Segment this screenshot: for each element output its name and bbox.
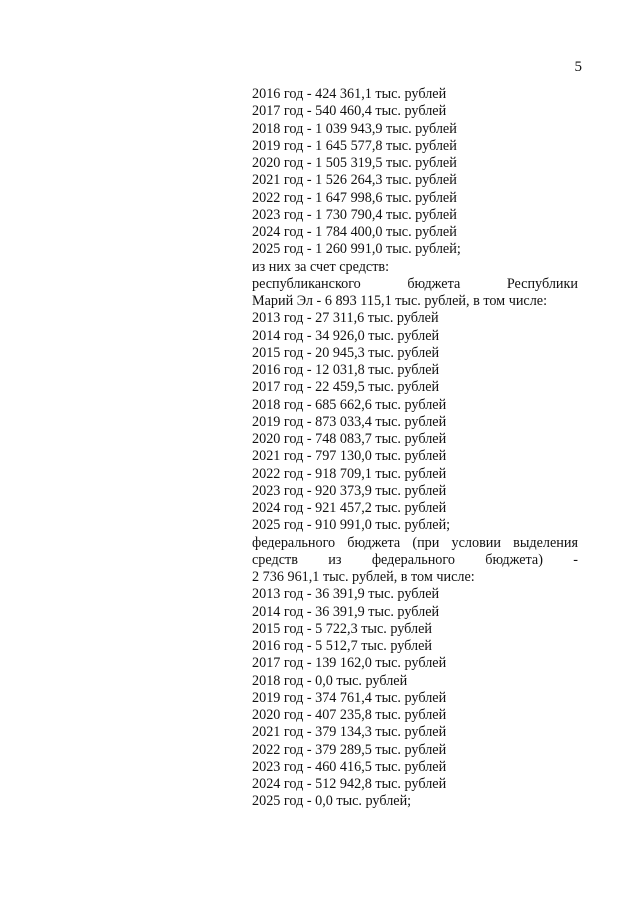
funding-line: 2019 год - 374 761,4 тыс. рублей [252, 689, 447, 706]
funding-line: 2017 год - 540 460,4 тыс. рублей [252, 103, 447, 120]
funding-sources-intro: из них за счет средств: [252, 258, 390, 275]
heading-word: средств [252, 551, 298, 568]
republic-funding-list [252, 310, 578, 534]
funding-line: 2024 год - 1 784 400,0 тыс. рублей [252, 224, 457, 240]
funding-line: 2022 год - 379 289,5 тыс. рублей [252, 741, 447, 758]
funding-line: 2025 год - 910 991,0 тыс. рублей; [252, 517, 451, 534]
heading-word: республиканского [252, 275, 361, 292]
funding-line: 2023 год - 460 416,5 тыс. рублей [252, 758, 447, 775]
funding-line: 2019 год - 873 033,4 тыс. рублей [252, 413, 447, 430]
funding-line: 2016 год - 5 512,7 тыс. рублей [252, 638, 432, 654]
heading-word: федерального [252, 534, 336, 551]
funding-line: 2018 год - 0,0 тыс. рублей [252, 672, 408, 689]
funding-line: 2020 год - 748 083,7 тыс. рублей [252, 431, 447, 447]
funding-line: 2017 год - 139 162,0 тыс. рублей [252, 655, 447, 672]
total-funding-list [252, 86, 578, 276]
funding-line: 2021 год - 1 526 264,3 тыс. рублей [252, 172, 457, 189]
funding-line: 2022 год - 1 647 998,6 тыс. рублей [252, 189, 457, 206]
heading-word: - [573, 551, 578, 568]
federal-budget-heading-line2 [252, 552, 578, 569]
funding-line: 2025 год - 0,0 тыс. рублей; [252, 793, 412, 810]
funding-line: 2019 год - 1 645 577,8 тыс. рублей [252, 137, 457, 154]
funding-line: 2025 год - 1 260 991,0 тыс. рублей; [252, 241, 461, 258]
funding-line: 2014 год - 36 391,9 тыс. рублей [252, 603, 440, 620]
heading-word: Республики [506, 275, 578, 292]
federal-budget-total: 2 736 961,1 тыс. рублей, в том числе: [252, 569, 475, 585]
heading-word: выделения [513, 534, 578, 551]
heading-word: бюджета [347, 534, 401, 551]
funding-line: 2023 год - 920 373,9 тыс. рублей [252, 482, 447, 499]
funding-line: 2021 год - 379 134,3 тыс. рублей [252, 724, 447, 741]
funding-line: 2018 год - 685 662,6 тыс. рублей [252, 396, 447, 413]
funding-line: 2017 год - 22 459,5 тыс. рублей [252, 379, 440, 396]
heading-word: из [328, 551, 342, 568]
funding-line: 2018 год - 1 039 943,9 тыс. рублей [252, 120, 457, 137]
funding-line: 2022 год - 918 709,1 тыс. рублей [252, 465, 447, 482]
page-number: 5 [574, 59, 582, 75]
funding-line: 2013 год - 36 391,9 тыс. рублей [252, 586, 440, 603]
funding-line: 2024 год - 921 457,2 тыс. рублей [252, 500, 447, 516]
funding-line: 2016 год - 12 031,8 тыс. рублей [252, 362, 440, 378]
republic-budget-heading [252, 276, 578, 293]
funding-line: 2020 год - 1 505 319,5 тыс. рублей [252, 155, 457, 171]
funding-text [252, 86, 578, 811]
funding-line: 2023 год - 1 730 790,4 тыс. рублей [252, 206, 457, 223]
funding-line: 2020 год - 407 235,8 тыс. рублей [252, 707, 447, 723]
funding-line: 2021 год - 797 130,0 тыс. рублей [252, 448, 447, 465]
funding-line: 2014 год - 34 926,0 тыс. рублей [252, 327, 440, 344]
funding-line: 2015 год - 20 945,3 тыс. рублей [252, 344, 440, 361]
funding-line: 2024 год - 512 942,8 тыс. рублей [252, 776, 447, 792]
funding-line: 2013 год - 27 311,6 тыс. рублей [252, 310, 439, 327]
republic-budget-total: Марий Эл - 6 893 115,1 тыс. рублей, в том числе: [252, 293, 548, 309]
heading-word: бюджета [407, 275, 461, 292]
heading-word: (при [412, 534, 440, 551]
funding-line: 2016 год - 424 361,1 тыс. рублей [252, 86, 447, 102]
federal-budget-heading-line1 [252, 535, 578, 552]
heading-word: условии [451, 534, 501, 551]
heading-word: федерального [371, 551, 455, 568]
heading-word: бюджета) [485, 551, 543, 568]
funding-line: 2015 год - 5 722,3 тыс. рублей [252, 620, 432, 637]
federal-funding-list [252, 586, 578, 810]
